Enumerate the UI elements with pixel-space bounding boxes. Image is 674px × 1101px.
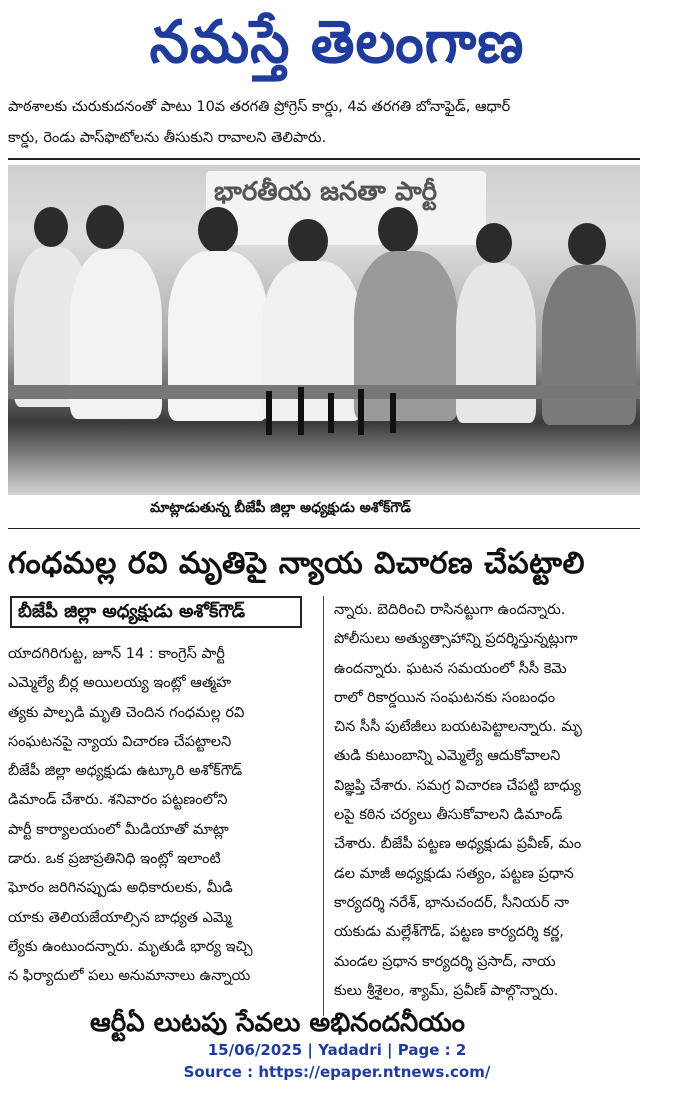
article-line: బీజేపీ జిల్లా అధ్యక్షుడు ఉట్కూరి అశోక్‌గౌడ్ xyxy=(8,763,243,780)
footer-date-edition: 15/06/2025 | Yadadri | Page : 2 xyxy=(207,1041,467,1059)
article-line: ఉందన్నారు. ఘటన సమయంలో సీసీ కెమె xyxy=(334,660,567,677)
article-line: త్యకు పాల్పడి మృతి చెందిన గంధమల్ల రవి xyxy=(8,704,245,721)
article-line: యకుడు మల్లేశ్‌గౌడ్, పట్టణ కార్యదర్శి కర్ణ, xyxy=(334,924,564,941)
article-line: డారు. ఒక ప్రజాప్రతినిధి ఇంట్లో ఇలాంటి xyxy=(8,851,221,868)
article-line: న్నారు. బెదిరించి రాసినట్టుగా ఉందన్నారు. xyxy=(334,602,566,618)
article-column-left xyxy=(8,640,314,992)
party-banner-text: భారతీయ జనతా పార్టీ xyxy=(214,177,438,207)
person-head xyxy=(568,223,606,265)
person-head xyxy=(34,207,68,247)
person-head xyxy=(198,207,238,253)
article-line: కార్యదర్శి నరేశ్, భానుచందర్, సీనియర్ నా xyxy=(334,894,570,911)
article-line: చేశారు. బీజేపీ పట్టణ అధ్యక్షుడు ప్రవీణ్, మం xyxy=(334,836,582,853)
article-line: విజ్ఞప్తి చేశారు. సమగ్ర విచారణ చేపట్టి బాధ్యు xyxy=(334,777,581,794)
column-divider xyxy=(323,596,324,1016)
microphone xyxy=(358,389,364,435)
article-line: సంఘటనపై న్యాయ విచారణ చేపట్టాలని xyxy=(8,733,232,750)
article-line: ఘోరం జరిగినప్పుడు అధికారులకు, మీడి xyxy=(8,880,233,897)
microphone xyxy=(328,393,334,433)
article-line: డిమాండ్ చేశారు. శనివారం పట్టణంలోని xyxy=(8,792,228,809)
article-line: మండల ప్రధాన కార్యదర్శి ప్రసాద్, నాయ xyxy=(334,953,556,970)
news-photo xyxy=(8,165,640,495)
person xyxy=(542,265,636,425)
article-line: ల్యేకు ఉంటుందన్నారు. మృతుడి భార్య ఇచ్చి xyxy=(8,938,253,955)
article-line: ఎమ్మెల్యే బీర్ల అయిలయ్య ఇంట్లో ఆత్మహ xyxy=(8,675,232,692)
table xyxy=(8,385,640,399)
person-head xyxy=(378,207,418,253)
article-column-right xyxy=(334,596,640,1006)
microphone xyxy=(266,391,272,435)
article-line: రాలో రికార్డయిన సంఘటనకు సంబంధం xyxy=(334,689,556,706)
article-line: తుడి కుటుంబాన్ని ఎమ్మెల్యే ఆదుకోవాలని xyxy=(334,748,561,765)
photo-caption: మాట్లాడుతున్న బీజేపీ జిల్లా అధ్యక్షుడు అశోక్‌గౌడ్ xyxy=(150,500,412,516)
section-divider xyxy=(8,158,640,160)
person-head xyxy=(476,223,512,263)
microphone xyxy=(390,393,396,433)
article-subhead: బీజేపీ జిల్లా అధ్యక్షుడు అశోక్‌గౌడ్ xyxy=(10,596,302,628)
article-line: కులు శ్రీశైలం, శ్యామ్, ప్రవీణ్ పాల్గొన్నారు. xyxy=(334,982,559,999)
article-line: పోలీసులు అత్యుత్సాహాన్ని ప్రదర్శిస్తున్నట్లుగా xyxy=(334,631,578,648)
article-line: యాకు తెలియజేయాల్సిన బాధ్యత ఎమ్మె xyxy=(8,909,232,926)
article-line: చిన సీసీ పుటేజీలు బయటపెట్టాలన్నారు. మృ xyxy=(334,719,582,736)
article-line: యాదగిరిగుట్ట, జూన్ 14 : కాంగ్రెస్ పార్టీ xyxy=(8,646,225,662)
person-head xyxy=(288,219,328,263)
masthead xyxy=(0,0,674,92)
previous-article-line-1: పాఠశాలకు చురుకుదనంతో పాటు 10వ తరగతి ప్రోగ్రెస్ కార్డు, 4వ తరగతి బోనాఫైడ్, ఆధార్ xyxy=(8,99,511,115)
previous-article-line-2: కార్డు, రెండు పాస్‌ఫొటోలను తీసుకుని రావాలని తెలిపారు. xyxy=(8,130,327,146)
footer-source-link[interactable]: Source : https://epaper.ntnews.com/ xyxy=(183,1063,491,1081)
article-line: లపై కఠిన చర్యలు తీసుకోవాలని డిమాండ్ xyxy=(334,807,563,824)
article-line: డల మాజీ అధ్యక్షుడు సత్యం, పట్టణ ప్రధాన xyxy=(334,865,574,882)
article-line: న ఫిర్యాదులో పలు అనుమానాలు ఉన్నాయ xyxy=(8,968,251,985)
article-line: పార్టీ కార్యాలయంలో మీడియాతో మాట్లా xyxy=(8,821,229,838)
person xyxy=(456,263,536,423)
next-article-headline: ఆర్టీఏ లుటపు సేవలు అభినందనీయం xyxy=(90,1008,465,1038)
microphone xyxy=(298,387,304,435)
newspaper-logo: నమస్తే తెలంగాణ xyxy=(149,8,525,77)
person-head xyxy=(86,205,124,249)
caption-divider xyxy=(8,528,640,529)
article-headline: గంధమల్ల రవి మృతిపై న్యాయ విచారణ చేపట్టాలి xyxy=(8,546,585,581)
